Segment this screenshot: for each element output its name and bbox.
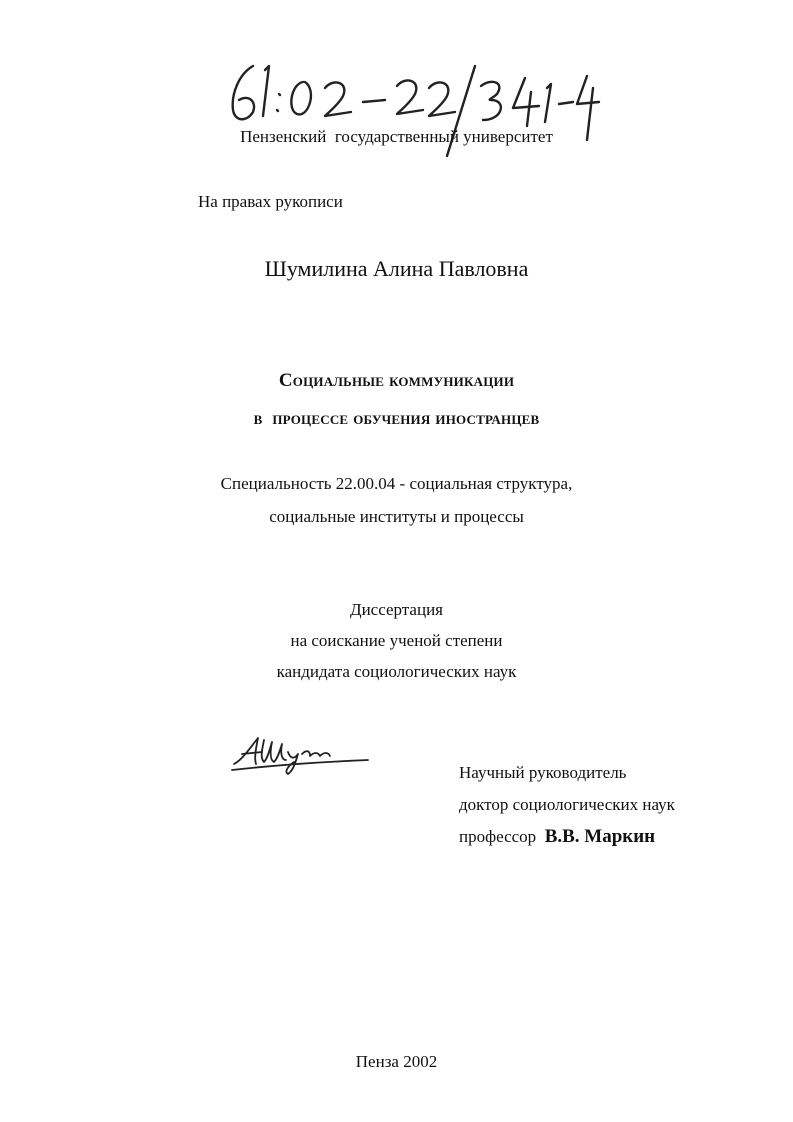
dissertation-label: Диссертация [349, 600, 443, 619]
advisor-role: Научный руководитель [459, 763, 627, 782]
handwritten-signature-drawing [228, 730, 373, 778]
author-signature [228, 730, 373, 778]
advisor-title-line [459, 821, 675, 853]
scientific-advisor-block [459, 757, 675, 853]
author-name: Шумилина Алина Павловна [264, 256, 529, 281]
degree-purpose: на соискание ученой степени [290, 631, 503, 650]
city-and-year: Пенза 2002 [355, 1052, 438, 1071]
advisor-name: В.В. Маркин [544, 826, 656, 847]
specialty-line-2: социальные институты и процессы [269, 507, 524, 526]
dissertation-degree-block [0, 594, 793, 687]
dissertation-title [0, 362, 793, 438]
advisor-degree: доктор социологических наук [459, 795, 675, 814]
dissertation-title-line-1: Социальные коммуникации [278, 370, 515, 391]
university-name: Пензенский государственный университет [240, 127, 553, 146]
specialty-block [0, 467, 793, 533]
degree-name: кандидата социологических наук [276, 662, 517, 681]
manuscript-rights-note: На правах рукописи [198, 192, 343, 211]
specialty-line-1: Специальность 22.00.04 - социальная структура, [220, 474, 573, 493]
dissertation-title-line-2: в процессе обучения иностранцев [253, 408, 540, 429]
advisor-title-prefix: профессор [459, 827, 537, 846]
